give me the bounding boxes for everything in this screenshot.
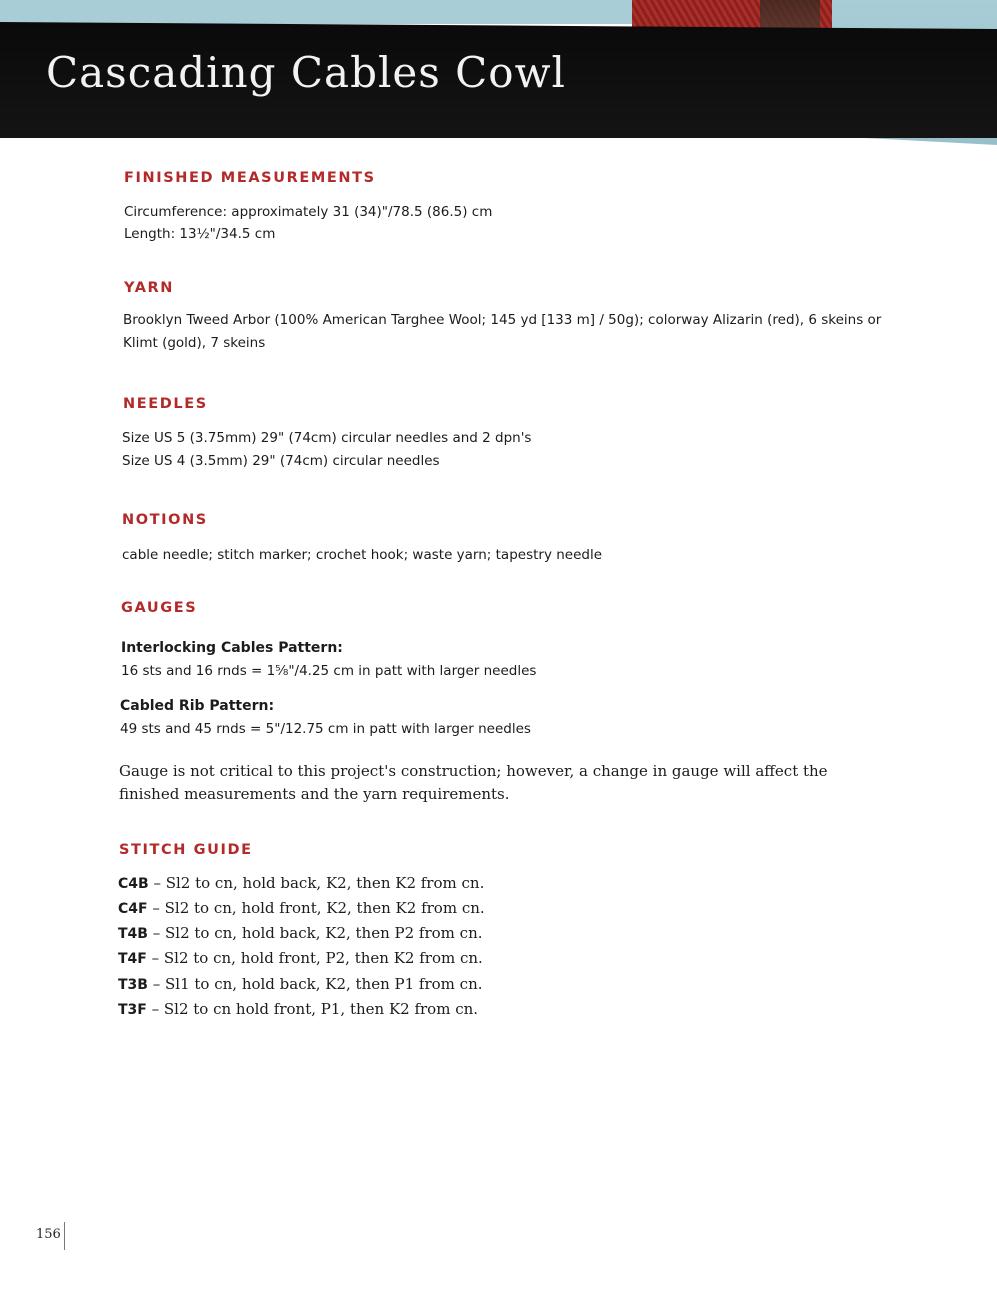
needles-line-2: Size US 4 (3.5mm) 29" (74cm) circular needles: [122, 453, 440, 469]
stitch-text: – Sl2 to cn, hold front, K2, then K2 from cn.: [147, 899, 485, 917]
interlocking-cables-label: Interlocking Cables Pattern:: [121, 640, 343, 656]
stitch-row: [118, 899, 485, 917]
stitch-row: [118, 874, 484, 892]
yarn-heading: YARN: [124, 280, 175, 296]
cabled-rib-label: Cabled Rib Pattern:: [120, 698, 275, 714]
needles-heading: NEEDLES: [123, 396, 208, 412]
stitch-abbr: C4F: [118, 901, 148, 917]
page-title: Cascading Cables Cowl: [46, 48, 566, 97]
notions-heading: NOTIONS: [122, 512, 208, 528]
finished-measurements-heading: FINISHED MEASUREMENTS: [124, 170, 376, 186]
stitch-row: [118, 1000, 478, 1018]
yarn-description: Brooklyn Tweed Arbor (100% American Targhee Wool; 145 yd [133 m] / 50g); colorway Alizarin (red), 6 skeins or Klimt (gold), 7 skeins: [123, 312, 882, 351]
stitch-abbr: T3F: [118, 1002, 147, 1018]
length-line: Length: 13½"/34.5 cm: [124, 226, 276, 242]
page-number-rule: [64, 1222, 65, 1250]
stitch-abbr: T3B: [118, 977, 148, 993]
circumference-line: Circumference: approximately 31 (34)"/78.5 (86.5) cm: [124, 204, 493, 220]
stitch-row: [118, 924, 483, 942]
stitch-row: [118, 975, 483, 993]
stitch-abbr: C4B: [118, 876, 149, 892]
stitch-abbr: T4F: [118, 951, 147, 967]
stitch-text: – Sl2 to cn hold front, P1, then K2 from cn.: [146, 1000, 479, 1018]
cabled-rib-gauge: 49 sts and 45 rnds = 5"/12.75 cm in patt with larger needles: [120, 721, 531, 737]
stitch-text: – Sl2 to cn, hold back, K2, then K2 from cn.: [148, 874, 485, 892]
stitch-text: – Sl2 to cn, hold back, K2, then P2 from cn.: [147, 924, 483, 942]
stitch-text: – Sl1 to cn, hold back, K2, then P1 from cn.: [147, 975, 483, 993]
stitch-text: – Sl2 to cn, hold front, P2, then K2 from cn.: [146, 949, 483, 967]
page-number: 156: [36, 1227, 61, 1242]
stitch-row: [118, 949, 483, 967]
gauges-heading: GAUGES: [121, 600, 198, 616]
needles-line-1: Size US 5 (3.75mm) 29" (74cm) circular needles and 2 dpn's: [122, 430, 532, 446]
interlocking-cables-gauge: 16 sts and 16 rnds = 1⅝"/4.25 cm in patt with larger needles: [121, 663, 537, 679]
gauge-note: Gauge is not critical to this project's construction; however, a change in gauge will affect the finished measurements and the yarn requirements.: [119, 762, 828, 803]
notions-text: cable needle; stitch marker; crochet hook; waste yarn; tapestry needle: [122, 547, 603, 563]
stitch-guide-heading: STITCH GUIDE: [119, 842, 253, 858]
stitch-abbr: T4B: [118, 926, 148, 942]
